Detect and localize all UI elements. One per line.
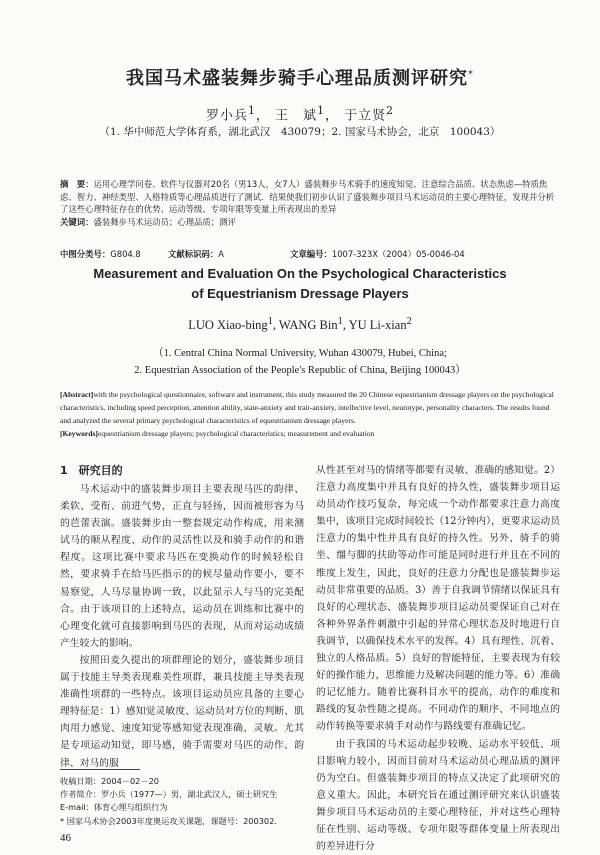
footnotes [60, 775, 310, 828]
body-right-column [316, 462, 560, 855]
paper-title-en [0, 264, 600, 304]
body-left-column [60, 481, 304, 772]
affiliation-cn: （1. 华中师范大学体育系，湖北武汉 430079；2. 国家马术协会，北京 100043） [0, 124, 600, 139]
footnote-author: 作者简介：罗小兵（1977—）男，湖北武汉人，硕士研究生 [60, 788, 310, 801]
doc-code-label: 文献标识码： [168, 249, 218, 259]
footnote-email: E-mail：体育心理与组织行为 [60, 801, 310, 814]
author-cn-2-aff: 1 [317, 104, 325, 117]
affiliation-en-line-2: 2. Equestrian Association of the People's Republic of China, Beijing 100043） [0, 362, 600, 379]
title-cn-text: 我国马术盛装舞步骑手心理品质测评研究 [126, 68, 468, 89]
affiliation-en-line-1: （1. Central China Normal University, Wuhan 430079, Hubei, China; [0, 345, 600, 362]
body-paragraph-continued: 从性甚至对马的情绪等都要有灵敏、准确的感知觉。2）注意力高度集中并具有良好的持久性，盛装舞步项目运动员动作技巧复杂，每完成一个动作都要求注意力高度集中，该项目完成时间较长（12分钟内），更要求运动员注意力的集中性并具有良好的持久性。另外，骑手的骑坐、缰与脚的扶助等动作可能是同时进行并且在不同的维度上发生，因此，良好的注意力分配也是盛装舞步运动员非常重要的品质。3）善于自我调节情绪以保证具有良好的心理状态、盛装舞步项目运动员要保证自己对在各种外界条件刺激中引起的异常心理状态及时地进行自我调节，以确保技术水平的发挥。4）具有理性、沉着、独立的人格品质。5）良好的智能特征，主要表现为有较好的操作能力，思维能力及解决问题的能力等。6）准确的记忆能力。随着比赛科目水平的提高，动作的难度和路线的复杂性随之提高。不同动作的顺序、不同地点的动作转换等要求骑手对动作与路线要有准确记忆。 [316, 462, 560, 736]
keywords-en-text: equestrianism dressage players; psychological characteristics; measurement and evaluation [98, 429, 374, 438]
footnote-received: 收稿日期：2004－02－20 [60, 775, 310, 788]
keywords-cn-label: 关键词： [60, 217, 94, 227]
author-en-1-aff: 1 [268, 316, 273, 327]
title-en-line-2: of Equestrianism Dressage Players [0, 284, 600, 304]
abstract-cn-text: 运用心理学问卷、软件与仪器对20名（男13人，女7人）盛装舞步马术骑手的速度知觉、注意综合品质、状态焦虑—特质焦虑、智力、神经类型、人格特质等心理品质进行了测试．结果使我们初步认识了盛装舞步项目马术运动员的主要心理特征，发现并分析了这些心理特征存在的优势、运动等级、专项年限等变量上所表现出的差异 [60, 179, 554, 214]
authors-cn: 罗小兵$^1$， 王 斌$^1$， 于立贤$^2$ [0, 104, 600, 123]
article-number-value: 1007-323X（2004）05-0046-04 [332, 249, 465, 259]
body-paragraph: 马术运动中的盛装舞步项目主要表现马匹的韵律、柔软、受衔、前进气势，正直与轻扬，因而被形容为马的芭蕾表演。盛装舞步由一整套规定动作构成，用来测试马的顺从程度、动作的灵活性以及和骑手动作的和谐程度。这项比赛中要求马匹在变换动作的时候轻松自然，要求骑手在给马匹指示的的候尽量动作要小，要不易察觉，人马尽量协调一致，以此显示人与马的完美配合。由于该项目的上述特点，运动员在训练和比赛中的心理变化就可直接影响到马匹的表现，从而对运动成绩产生较大的影响。 [60, 481, 304, 652]
keywords-cn-text: 盛装舞步马术运动员；心理品质；测评 [94, 217, 236, 227]
paper-title-cn [0, 64, 600, 90]
authors-en: LUO Xiao-bing$^1$, WANG Bin$^1$, YU Li-xian$^2$ [0, 316, 600, 333]
author-cn-2: 王 斌 [275, 108, 317, 123]
author-cn-1: 罗小兵 [206, 108, 248, 123]
footnote-funding: * 国家马术协会2003年度奥运攻关课题，课题号：200302． [60, 815, 310, 828]
keywords-en-label: [Keywords] [60, 429, 98, 438]
section-1-heading: 1 研究目的 [60, 462, 123, 478]
article-number-label: 文章编号： [290, 249, 332, 259]
abstract-en-text: with the psychological questionnaire, software and instrument, this study measured the 20 Chinese equestrianism dressage players on the psychological characteristics, including speed perception, attention ability, state-anxiety and trait-anxiety, intellective level, neurotype, personality characters. The results found and analyzed the several primary psychological characteristics of equestrianism dressage players. [60, 390, 554, 425]
title-en-line-1: Measurement and Evaluation On the Psychological Characteristics [0, 264, 600, 284]
author-cn-1-aff: 1 [248, 104, 256, 117]
author-en-3: YU Li-xian [349, 318, 407, 332]
clc-field [60, 248, 141, 260]
body-paragraph: 由于我国的马术运动起步较晚、运动水平较低、项目影响力较小，因而目前对马术运动员心理品质的测评仍为空白。但盛装舞步项目的特点又决定了此项研究的意义重大。因此，本研究旨在通过测评研究来认识盛装舞步项目马术运动员的主要心理特征，并对这些心理特征在性别、运动等级、专项年限等群体变量上所表现出的差异进行分 [316, 736, 560, 855]
abstract-en-label: [Abstract] [60, 390, 93, 399]
author-en-2: WANG Bin [279, 318, 338, 332]
page-number: 46 [60, 832, 71, 844]
body-paragraph: 按照田麦久提出的项群理论的划分，盛装舞步项目属于技能主导类表现难美性项群，兼具技能主导类表现准确性项群的一些特点。该项目运动员应具备的主要心理特征是：1）感知觉灵敏度、运动员对方位的判断、肌肉用力感觉、速度知觉等感知觉表现准确、灵敏。尤其是专项运动知觉，即马感，骑手需要对马匹的动作、韵律、对马的服 [60, 652, 304, 772]
author-en-2-aff: 1 [338, 316, 343, 327]
abstract-en [60, 388, 560, 440]
doc-code-field [168, 248, 224, 260]
author-cn-3-aff: 2 [386, 104, 394, 117]
affiliation-en [0, 345, 600, 379]
clc-value: G804.8 [110, 249, 140, 259]
article-number-field [290, 248, 465, 260]
author-cn-3: 于立贤 [344, 108, 386, 123]
doc-code-value: A [218, 249, 224, 259]
abstract-cn [60, 178, 560, 228]
author-en-1: LUO Xiao-bing [188, 318, 268, 332]
abstract-cn-label: 摘 要： [60, 179, 94, 189]
title-footnote-mark: * [468, 69, 474, 80]
footnote-divider [60, 769, 140, 770]
clc-label: 中图分类号： [60, 249, 110, 259]
author-en-3-aff: 2 [407, 316, 412, 327]
